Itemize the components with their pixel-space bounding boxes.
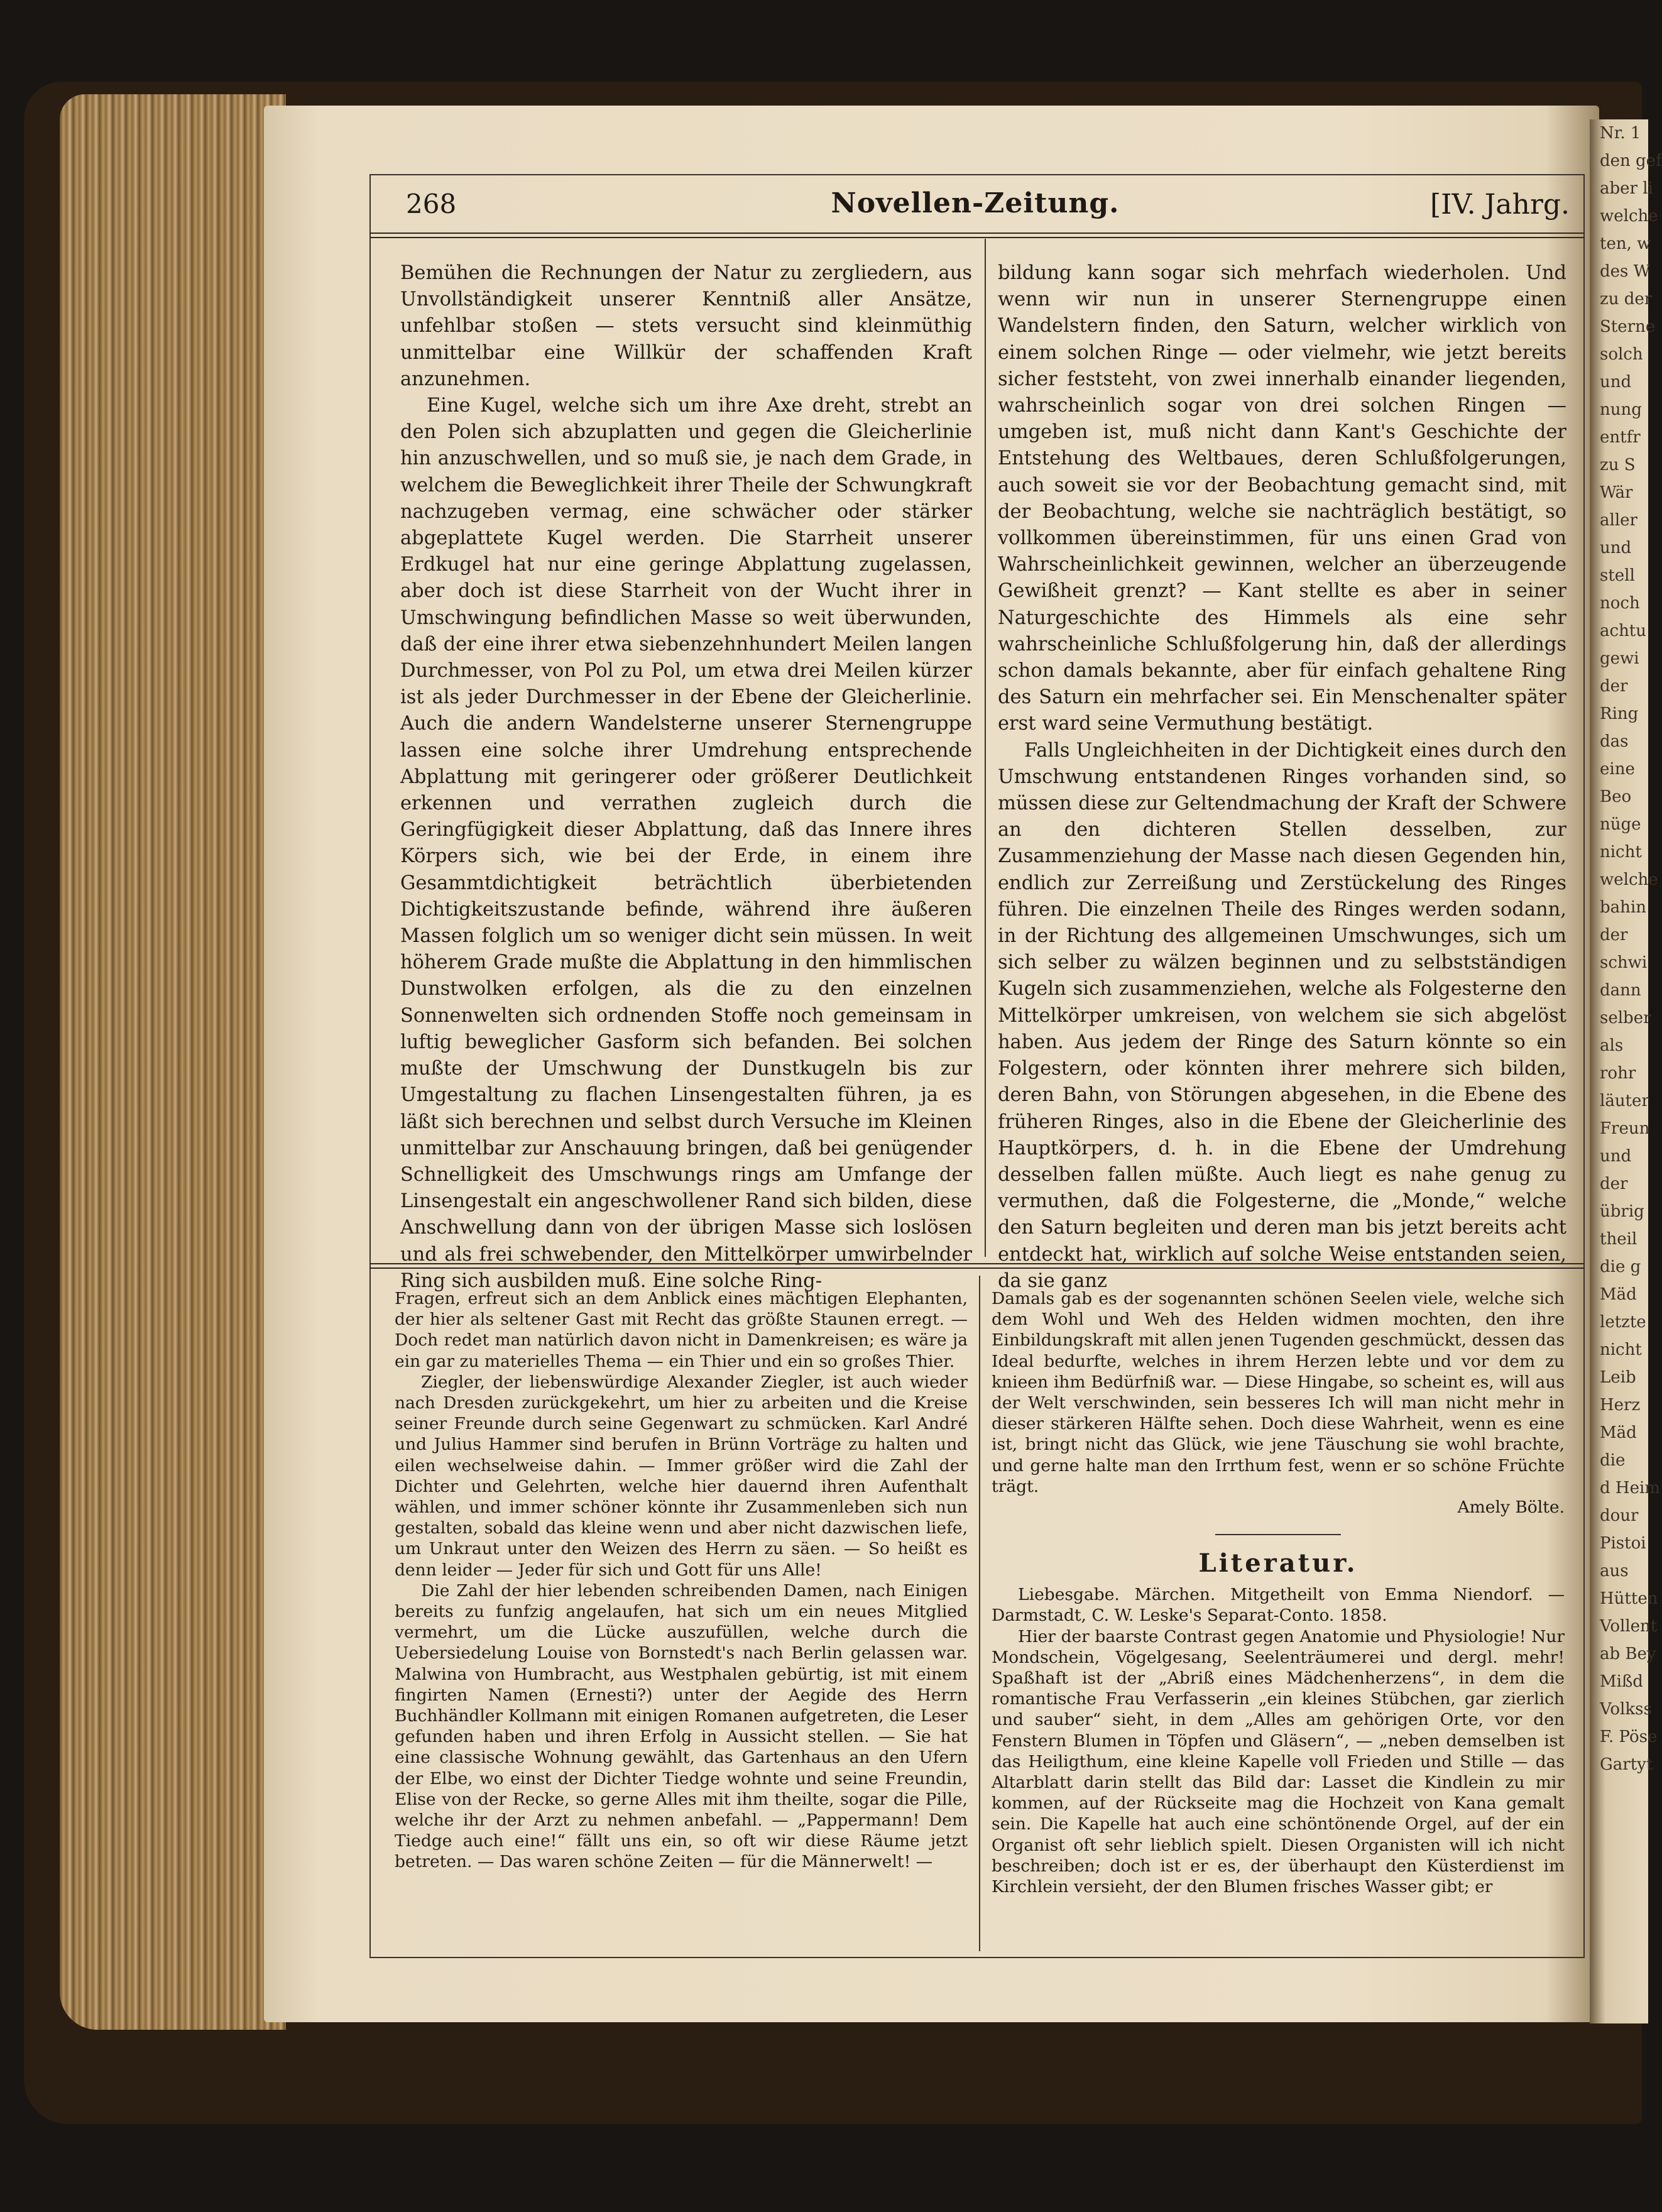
lower-right-column bbox=[992, 1288, 1565, 1942]
paragraph: Damals gab es der sogenannten schönen Seelen viele, welche sich dem Wohl und Weh des Helden widmen mochten, den ihre Einbildungskraft mit allen jenen Tugenden geschmückt, dessen das Ideal bedurfte, welches in ihrem Herzen lebte und vor dem zu knieen ihm Bedürfniß war. — Diese Hingabe, so scheint es, will aus der Welt verschwinden, sein besseres Ich will man nicht mehr in dieser stärkeren Hälfte sehen. Doch diese Wahrheit, wenn es eine ist, bringt nicht das Glück, wie jene Täuschung sie wohl brachte, und gerne halte man den Irrthum fest, wenn er so schöne Früchte trägt. bbox=[992, 1289, 1565, 1496]
right-page-fragment: der bbox=[1600, 1174, 1628, 1193]
right-page-fragment: aber li bbox=[1600, 179, 1653, 198]
right-page-fragment: gewi bbox=[1600, 649, 1639, 668]
right-page-fragment: Wär bbox=[1600, 483, 1633, 502]
right-page-fragment: schwi bbox=[1600, 953, 1648, 972]
right-page-fragment: des W bbox=[1600, 262, 1651, 281]
volume-label: [IV. Jahrg. bbox=[1430, 189, 1570, 221]
paragraph: Ziegler, der liebenswürdige Alexander Ziegler, ist auch wieder nach Dresden zurückgekehrt, um hier zu arbeiten und die Kreise seiner Freunde durch seine Gegenwart zu schmücken. Karl André und Julius Hammer sind berufen in Brünn Vorträge zu halten und eilen wechselweise dahin. — Immer größer wird die Zahl der Dichter und Gelehrten, welche hier dauernd ihren Aufenthalt wählen, und immer schöner könnte ihr Zusammenleben sich nun gestalten, sobald das kleine wenn und aber nicht dazwischen liefe, um Unkraut unter den Weizen des Herrn zu säen. — So heißt es denn leider — Jeder für sich und Gott für uns Alle! bbox=[395, 1372, 968, 1580]
right-page-fragment: dour bbox=[1600, 1506, 1639, 1525]
right-page-fragment: und bbox=[1600, 539, 1632, 557]
page-number: 268 bbox=[406, 189, 457, 219]
right-page-fragment: Hütten bbox=[1600, 1589, 1658, 1608]
header-rule bbox=[369, 233, 1585, 238]
right-page-fragment: Mäd bbox=[1600, 1285, 1637, 1304]
right-page-fragment: die g bbox=[1600, 1257, 1641, 1276]
right-page-fragment: noch bbox=[1600, 594, 1640, 613]
paragraph: Eine Kugel, welche sich um ihre Axe dreht, strebt an den Polen sich abzuplatten und gegen die Gleicherlinie hin anzuschwellen, und so muß sie, je nach dem Grade, in welchem die Beweglichkeit ihrer Theile der Schwungkraft nachzugeben vermag, eine schwächer oder stärker abgeplattete Kugel werden. Die Starrheit unserer Erdkugel hat nur eine geringe Abplattung zugelassen, aber doch ist diese Starrheit von der Wucht ihrer in Umschwingung befindlichen Masse so weit überwunden, daß der eine ihrer etwa siebenzehnhundert Meilen langen Durchmesser, von Pol zu Pol, um etwa drei Meilen kürzer ist als jeder Durchmesser in der Ebene der Gleicherlinie. Auch die andern Wandelsterne unserer Sternengruppe lassen eine solche ihrer Umdrehung entsprechende Abplattung mit geringerer oder größerer Deutlichkeit erkennen und verrathen zugleich durch die Geringfügigkeit dieser Abplattung, daß das Innere ihres Körpers sich, wie bei der Erde, in einem ihre Gesammtdichtigkeit beträchtlich überbietenden Dichtigkeitszustande befinde, während ihre äußeren Massen folglich um so weniger dicht sein müssen. In weit höherem Grade mußte die Abplattung in den himmlischen Dunstwolken erfolgen, als die zu den einzelnen Sonnenwelten sich ordnenden Stoffe noch gemeinsam in luftig beweglicher Gasform sich befanden. Bei solchen mußte der Umschwung der Dunstkugeln bis zur Umgestaltung zu flachen Linsengestalten führen, ja es läßt sich berechnen und selbst durch Versuche im Kleinen unmittelbar zur Anschauung bringen, daß bei genügender Schnelligkeit des Umschwungs rings am Umfange der Linsengestalt ein angeschwollener Rand sich bilden, diese Anschwellung dann von der übrigen Masse sich loslösen und als frei schwebender, den Mittelkörper umwirbelnder Ring sich ausbilden muß. Eine solche Ring- bbox=[400, 395, 972, 1292]
paragraph: Fragen, erfreut sich an dem Anblick eines mächtigen Elephanten, der hier als seltener Gast mit Recht das größte Staunen erregt. — Doch redet man natürlich davon nicht in Damenkreisen; es wäre ja ein gar zu materielles Thema — ein Thier und ein so großes Thier. bbox=[395, 1289, 968, 1371]
right-page-fragment: d Heim bbox=[1600, 1479, 1660, 1497]
right-page-fragment: rohr bbox=[1600, 1064, 1636, 1083]
right-page-fragment: Gartyt bbox=[1600, 1755, 1653, 1774]
right-page-fragment: Ring bbox=[1600, 704, 1639, 723]
right-page-fragment: Sterne bbox=[1600, 317, 1656, 336]
right-page-fragment: F. Pöse bbox=[1600, 1727, 1658, 1746]
column-rule-lower bbox=[979, 1276, 980, 1951]
right-page-fragment: eine bbox=[1600, 760, 1635, 779]
paragraph: Die Zahl der hier lebenden schreibenden Damen, nach Einigen bereits zu funfzig angelaufen, hat sich um ein neues Mitglied vermehrt, um die Lücke auszufüllen, welche durch die Uebersiedelung Louise von Bornstedt's nach Berlin gelassen war. Malwina von Humbracht, aus Westphalen gebürtig, ist mit einem fingirten Namen (Ernesti?) unter der Aegide des Herrn Buchhändler Kollmann mit einigen Romanen aufgetreten, die Leser gefunden haben und ihren Erfolg in Aussicht stellen. — Sie hat eine classische Wohnung gewählt, das Gartenhaus an den Ufern der Elbe, wo einst der Dichter Tiedge wohnte und seine Freundin, Elise von der Recke, so gerne Alles mit ihm theilte, sogar die Pille, welche ihr der Arzt zu nehmen anbefahl. — „Pappermann! Dem Tiedge auch eine!“ fällt uns ein, so oft wir diese Räume jetzt betreten. — Das waren schöne Zeiten — für die Männerwelt! — bbox=[395, 1580, 968, 1872]
right-page-fragment: letzte bbox=[1600, 1313, 1646, 1332]
right-page-fragment: selber bbox=[1600, 1009, 1651, 1027]
right-page-fragment: zu S bbox=[1600, 456, 1636, 474]
right-page-fragment: zu der bbox=[1600, 290, 1653, 309]
journal-title: Novellen-Zeitung. bbox=[831, 187, 1120, 219]
running-header bbox=[372, 183, 1578, 227]
right-page-fragment: bahin bbox=[1600, 898, 1646, 917]
right-page-fragment: die bbox=[1600, 1451, 1626, 1470]
right-page-fragment: aller bbox=[1600, 511, 1637, 530]
right-page-fragment: entfr bbox=[1600, 428, 1641, 447]
right-page-fragment: aus bbox=[1600, 1562, 1629, 1580]
literature-heading: Literatur. bbox=[1198, 1548, 1358, 1579]
right-page-edge bbox=[1590, 119, 1662, 2023]
right-page-fragment: Vollent bbox=[1600, 1617, 1658, 1636]
right-page-fragment: das bbox=[1600, 732, 1629, 751]
right-page-fragment: ab Bey bbox=[1600, 1645, 1656, 1663]
paragraph: Bemühen die Rechnungen der Natur zu zergliedern, aus Unvollständigkeit unserer Kenntniß aller Ansätze, unfehlbar stoßen — stets versucht sind kleinmüthig unmittelbar eine Willkür der schaffenden Kraft anzunehmen. bbox=[400, 262, 972, 390]
section-separator bbox=[1215, 1534, 1341, 1535]
paragraph: Falls Ungleichheiten in der Dichtigkeit eines durch den Umschwung entstandenen Ringes vorhanden sind, so müssen diese zur Geltendmachung der Kraft der Schwere an den dichteren Stellen desselben, zur Zusammenziehung der Masse nach diesen Gegenden hin, endlich zur Zerreißung und Zerstückelung des Ringes führen. Die einzelnen Theile des Ringes werden sodann, in der Richtung des allgemeinen Umschwunges, sich um sich selber zu wälzen beginnen und zu selbstständigen Kugeln sich zusammenziehen, welche als Folgesterne den Mittelkörper umkreisen, von welchem sie sich abgelöst haben. Aus jedem der Ringe des Saturn könnte so ein Folgestern, oder könnten ihrer mehrere sich bilden, deren Bahn, von Störungen abgesehen, in die Ebene des früheren Ringes, also in die Ebene der Gleicherlinie des Hauptkörpers, d. h. in die Ebene der Umdrehung desselben fallen müßte. Auch liegt es nahe genug zu vermuthen, daß die Folgesterne, die „Monde,“ welche den Saturn begleiten und deren man bis jetzt bereits acht entdeckt hat, wirklich auf solche Weise entstanden seien, da sie ganz bbox=[998, 739, 1566, 1292]
right-page-fragment: nüge bbox=[1600, 815, 1641, 834]
right-page-fragment: nung bbox=[1600, 400, 1642, 419]
right-page-fragment: Leib bbox=[1600, 1368, 1636, 1387]
right-page-fragment: den gef bbox=[1600, 151, 1662, 170]
paragraph: bildung kann sogar sich mehrfach wiederholen. Und wenn wir nun in unserer Sternengruppe einen Wandelstern finden, den Saturn, welcher wirklich von einem solchen Ringe — oder vielmehr, wie jetzt bereits sicher feststeht, von zwei innerhalb einander liegenden, wahrscheinlich sogar von drei solchen Ringen — umgeben ist, muß nicht dann Kant's Geschichte der Entstehung des Weltbaues, deren Schlußfolgerungen, auch soweit sie vor der Beobachtung gemacht sind, mit der Beobachtung, welche sie nachträglich bestätigt, so vollkommen übereinstimmen, für uns einen Grad von Wahrscheinlichkeit gewinnen, welcher an überzeugende Gewißheit grenzt? — Kant stellte es aber in seiner Naturgeschichte des Himmels als eine sehr wahrscheinliche Schlußfolgerung hin, daß der allerdings schon damals bekannte, aber für einfach gehaltene Ring des Saturn ein mehrfacher sei. Ein Menschenalter später erst ward seine Vermuthung bestätigt. bbox=[998, 262, 1566, 735]
right-page-fragment: nicht bbox=[1600, 843, 1642, 862]
right-page-fragments bbox=[1590, 119, 1662, 1778]
right-page-fragment: welche bbox=[1600, 870, 1658, 889]
right-page-fragment: ten, w bbox=[1600, 234, 1651, 253]
right-page-fragment: der bbox=[1600, 677, 1628, 696]
page-edges bbox=[60, 94, 286, 2030]
right-page-fragment: als bbox=[1600, 1036, 1624, 1055]
right-page-fragment: läuter bbox=[1600, 1092, 1649, 1110]
right-page-fragment: dann bbox=[1600, 981, 1641, 1000]
right-page-fragment: und bbox=[1600, 373, 1632, 391]
right-page-fragment: welche bbox=[1600, 207, 1658, 226]
section-rule bbox=[369, 1263, 1585, 1269]
lower-left-column bbox=[395, 1288, 968, 1942]
right-page-fragment: Volkss bbox=[1600, 1700, 1652, 1719]
right-page-fragment: Pistoi bbox=[1600, 1534, 1646, 1553]
upper-left-column bbox=[400, 260, 972, 1292]
right-page-fragment: stell bbox=[1600, 566, 1635, 585]
right-page-fragment: Herz bbox=[1600, 1396, 1641, 1415]
author-signature: Amely Bölte. bbox=[1457, 1497, 1565, 1518]
upper-right-column bbox=[998, 260, 1566, 1292]
right-page-fragment: der bbox=[1600, 926, 1628, 944]
right-page-fragment: Nr. 1 bbox=[1600, 124, 1641, 143]
column-rule-upper bbox=[985, 239, 986, 1257]
paragraph: Hier der baarste Contrast gegen Anatomie und Physiologie! Nur Mondschein, Vögelgesang, Seelenträumerei und dergl. mehr! Spaßhaft ist der „Abriß eines Mädchenherzens“, in dem die romantische Frau Verfasserin „ein kleines Stübchen, gar zierlich und sauber“ sieht, in dem „Alles am gehörigen Orte, vor den Fenstern Blumen in Töpfen und Gläsern“, — „neben demselben ist das Heiligthum, eine kleine Kapelle voll Frieden und Stille — das Altarblatt darin stellt das Bild dar: Lasset die Kindlein zu mir kommen, auf der Rückseite mag die Hochzeit von Kana gemalt sein. Die Kapelle hat auch eine schöntönende Orgel, auf der ein Organist oft sehr lieblich spielt. Diesen Organisten will ich nicht beschreiben; doch ist er es, der überhaupt den Küsterdienst im Kirchlein versieht, der den Blumen frisches Wasser gibt; er bbox=[992, 1626, 1565, 1897]
right-page-fragment: Mißd bbox=[1600, 1672, 1643, 1691]
right-page-fragment: und bbox=[1600, 1147, 1632, 1166]
right-page-fragment: nicht bbox=[1600, 1340, 1642, 1359]
right-page-fragment: theil bbox=[1600, 1230, 1637, 1249]
right-page-fragment: Freun bbox=[1600, 1119, 1650, 1138]
right-page-fragment: übrig bbox=[1600, 1202, 1644, 1221]
paragraph: Liebesgabe. Märchen. Mitgetheilt von Emma Niendorf. — Darmstadt, C. W. Leske's Separat-Conto. 1858. bbox=[992, 1585, 1565, 1626]
right-page-fragment: Beo bbox=[1600, 787, 1632, 806]
right-page-fragment: Mäd bbox=[1600, 1423, 1637, 1442]
right-page-fragment: solch bbox=[1600, 345, 1643, 364]
right-page-fragment: achtu bbox=[1600, 621, 1647, 640]
